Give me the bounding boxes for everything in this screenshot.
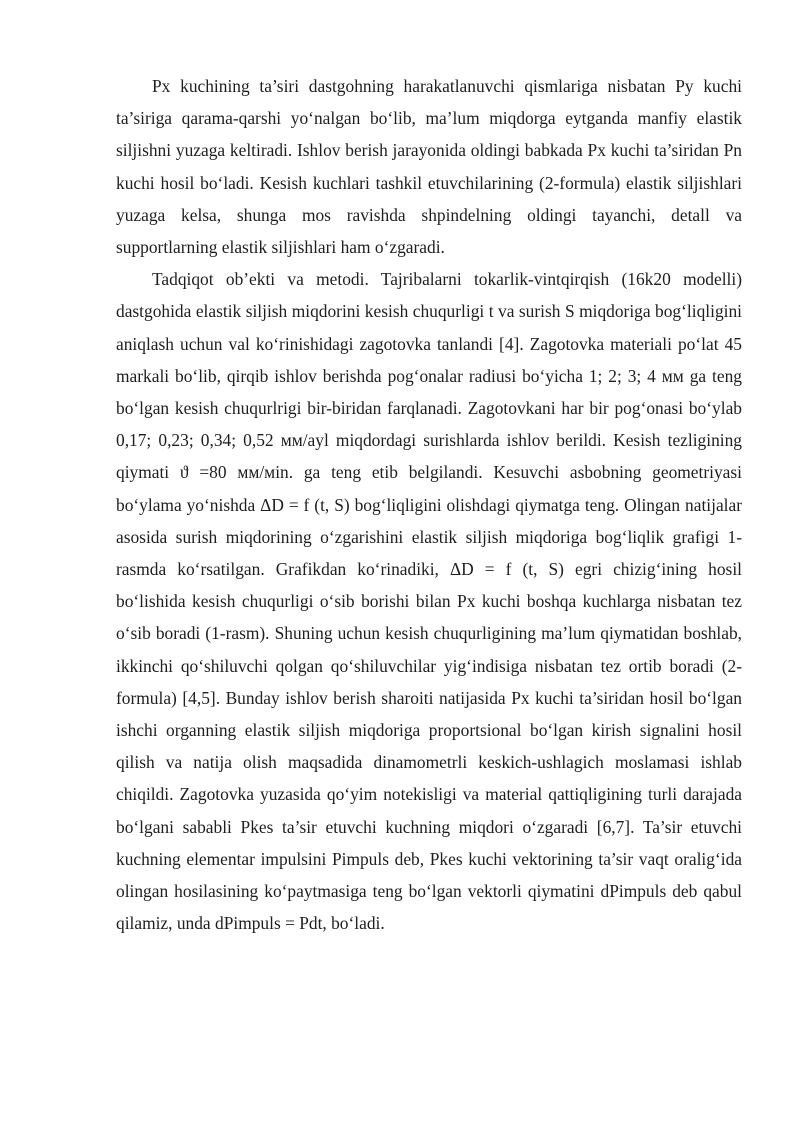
paragraph-forces: Px kuchining ta’siri dastgohning harakatlanuvchi qismlariga nisbatan Py kuchi ta’siriga qarama-qarshi yo‘nalgan bo‘lib, ma’lum miqdorga eytganda manfiy elastik siljishni yuzaga keltiradi. Ishlov berish jarayonida oldingi babkada Px kuchi ta’siridan Pn kuchi hosil bo‘ladi. Kesish kuchlari tashkil etuvchilarining (2-formula) elastik siljishlari yuzaga kelsa, shunga mos ravishda shpindelning oldingi tayanchi, detall va supportlarning elastik siljishlari ham o‘zgaradi. bbox=[116, 76, 742, 258]
document-page bbox=[116, 70, 742, 939]
paragraph-research-method: Tadqiqot ob’ekti va metodi. Tajribalarni tokarlik-vintqirqish (16k20 modelli) dastgohida elastik siljish miqdorini kesish chuqurligi t va surish S miqdoriga bog‘liqligini aniqlash uchun val ko‘rinishidagi zagotovka tanlandi [4]. Zagotovka materiali po‘lat 45 markali bo‘lib, qirqib ishlov berishda pog‘onalar radiusi bo‘yicha 1; 2; 3; 4 мм ga teng bo‘lgan kesish chuqurlrigi bir-biridan farqlanadi. Zagotovkani har bir pog‘onasi bo‘ylab 0,17; 0,23; 0,34; 0,52 мм/ayl miqdordagi surishlarda ishlov berildi. Kesish tezligining qiymati ϑ =80 мм/мin. ga teng etib belgilandi. Kesuvchi asbobning geometriyasi bo‘ylama yo‘nishda ΔD = f (t, S) bog‘liqligini olishdagi qiymatga teng. Olingan natijalar asosida surish miqdorining o‘zgarishini elastik siljish miqdoriga bog‘liqlik grafigi 1-rasmda ko‘rsatilgan. Grafikdan ko‘rinadiki, ΔD = f (t, S) egri chizig‘ining hosil bo‘lishida kesish chuqurligi o‘sib borishi bilan Px kuchi boshqa kuchlarga nisbatan tez o‘sib boradi (1-rasm). Shuning uchun kesish chuqurligining ma’lum qiymatidan boshlab, ikkinchi qo‘shiluvchi qolgan qo‘shiluvchilar yig‘indisiga nisbatan tez ortib boradi (2-formula) [4,5]. Bunday ishlov berish sharoiti natijasida Px kuchi ta’siridan hosil bo‘lgan ishchi organning elastik siljish miqdoriga proportsional bo‘lgan kirish signalini hosil qilish va natija olish maqsadida dinamometrli keskich-ushlagich moslamasi ishlab chiqildi. Zagotovka yuzasida qo‘yim notekisligi va material qattiqligining turli darajada bo‘lgani sababli Pkes ta’sir etuvchi kuchning miqdori o‘zgaradi [6,7]. Ta’sir etuvchi kuchning elementar impulsini Pimpuls deb, Pkes kuchi vektorining ta’sir vaqt oralig‘ida olingan hosilasining ko‘paytmasiga teng bo‘lgan vektorli qiymatini dPimpuls deb qabul qilamiz, unda dPimpuls = Pdt, bo‘ladi. bbox=[116, 269, 742, 934]
